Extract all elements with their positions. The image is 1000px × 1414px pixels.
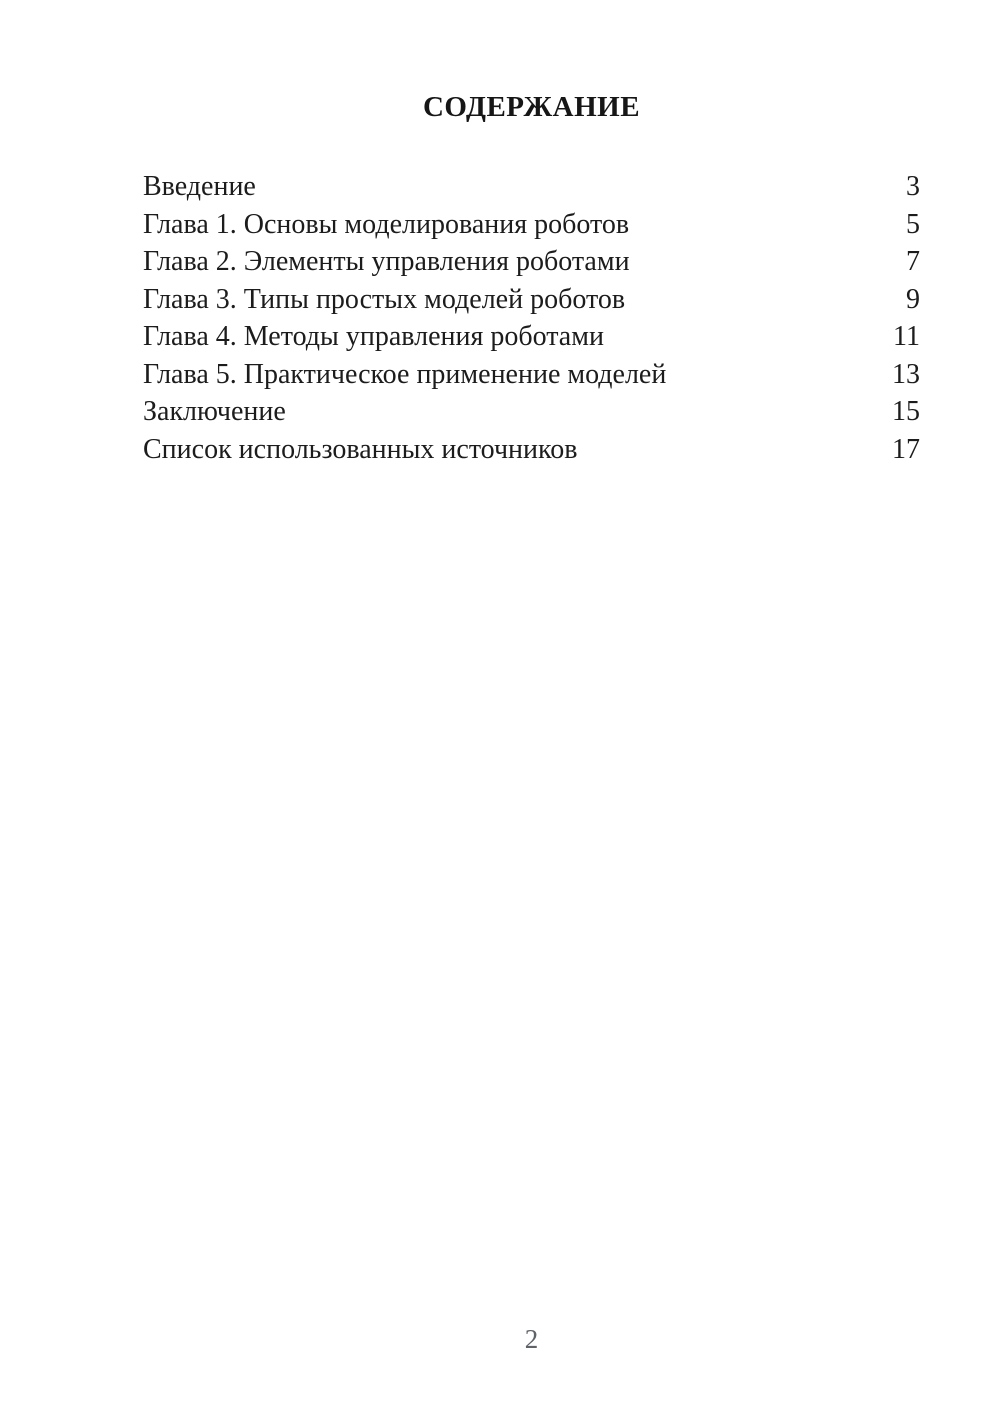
toc-entry-page: 15 [892, 396, 920, 427]
toc-entry [143, 281, 920, 319]
toc-entry [143, 243, 920, 281]
toc-entry [143, 206, 920, 244]
toc-entry-label: Введение [143, 171, 256, 202]
toc-entry-page: 9 [906, 283, 920, 315]
page-title: СОДЕРЖАНИЕ [422, 91, 641, 123]
toc-entry [143, 318, 920, 356]
toc-entry-label: Глава 3. Типы простых моделей роботов [143, 283, 626, 315]
toc-entry [143, 431, 920, 469]
toc-entry-page: 11 [893, 321, 920, 352]
toc-entry-page: 3 [906, 171, 920, 202]
toc-entry-page: 13 [892, 358, 920, 390]
toc-entry-label: Глава 2. Элементы управления роботами [143, 246, 630, 277]
toc-entry-page: 7 [906, 246, 920, 277]
toc-entry-page: 17 [892, 433, 920, 465]
toc-entry-label: Глава 5. Практическое применение моделей [143, 358, 667, 390]
table-of-contents [143, 168, 920, 468]
toc-entry-label: Заключение [143, 396, 286, 427]
toc-entry-page: 5 [906, 208, 920, 240]
toc-entry [143, 393, 920, 431]
toc-entry [143, 168, 920, 206]
toc-entry-label: Список использованных источников [143, 433, 578, 465]
toc-entry-label: Глава 4. Методы управления роботами [143, 321, 604, 352]
toc-entry-label: Глава 1. Основы моделирования роботов [143, 208, 630, 240]
toc-entry [143, 356, 920, 394]
footer-page-number: 2 [524, 1324, 539, 1354]
